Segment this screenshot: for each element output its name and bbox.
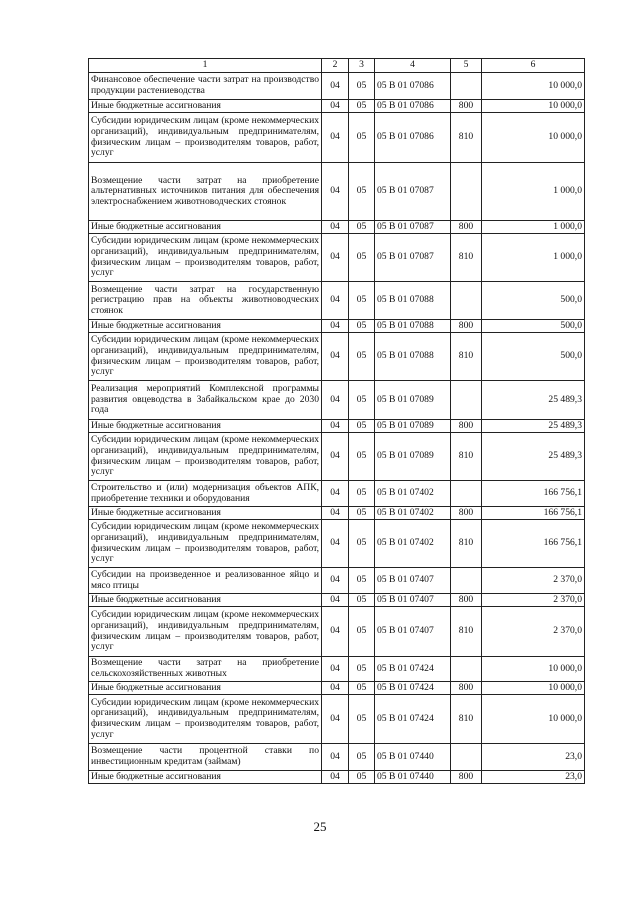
table-row bbox=[89, 568, 585, 594]
row-target-article-cell: 05 В 01 07086 bbox=[375, 113, 451, 163]
table-row bbox=[89, 433, 585, 481]
row-name-cell: Иные бюджетные ассигнования bbox=[89, 100, 322, 113]
table-row bbox=[89, 234, 585, 282]
row-subsection-cell: 05 bbox=[349, 507, 375, 520]
row-expense-type-cell: 810 bbox=[451, 607, 482, 657]
row-target-article-cell: 05 В 01 07440 bbox=[375, 744, 451, 771]
row-subsection-cell: 05 bbox=[349, 100, 375, 113]
row-subsection-cell: 05 bbox=[349, 481, 375, 507]
row-amount-cell: 2 370,0 bbox=[482, 607, 585, 657]
row-amount-cell: 1 000,0 bbox=[482, 163, 585, 221]
header-col-2: 2 bbox=[322, 59, 349, 73]
table-header-row bbox=[89, 59, 585, 73]
row-name-cell: Реализация мероприятий Комплексной программы развития овцеводства в Забайкальском крае до 2030 года bbox=[89, 381, 322, 420]
row-expense-type-cell bbox=[451, 568, 482, 594]
table-row bbox=[89, 594, 585, 607]
row-section-cell: 04 bbox=[322, 744, 349, 771]
row-expense-type-cell: 810 bbox=[451, 113, 482, 163]
row-expense-type-cell bbox=[451, 381, 482, 420]
row-target-article-cell: 05 В 01 07089 bbox=[375, 381, 451, 420]
row-name-cell: Возмещение части затрат на приобретение сельскохозяйственных животных bbox=[89, 657, 322, 682]
row-subsection-cell: 05 bbox=[349, 73, 375, 100]
budget-table bbox=[88, 58, 585, 784]
row-expense-type-cell bbox=[451, 744, 482, 771]
row-subsection-cell: 05 bbox=[349, 568, 375, 594]
row-subsection-cell: 05 bbox=[349, 520, 375, 568]
row-section-cell: 04 bbox=[322, 73, 349, 100]
row-amount-cell: 1 000,0 bbox=[482, 221, 585, 234]
row-amount-cell: 25 489,3 bbox=[482, 420, 585, 433]
row-amount-cell: 166 756,1 bbox=[482, 507, 585, 520]
row-target-article-cell: 05 В 01 07424 bbox=[375, 682, 451, 695]
row-name-cell: Иные бюджетные ассигнования bbox=[89, 320, 322, 333]
row-subsection-cell: 05 bbox=[349, 594, 375, 607]
header-col-4: 4 bbox=[375, 59, 451, 73]
row-section-cell: 04 bbox=[322, 333, 349, 381]
row-amount-cell: 2 370,0 bbox=[482, 568, 585, 594]
row-section-cell: 04 bbox=[322, 234, 349, 282]
row-subsection-cell: 05 bbox=[349, 234, 375, 282]
row-name-cell: Субсидии юридическим лицам (кроме некоммерческих организаций), индивидуальным предпринимателям, физическим лицам – производителям товаров, работ, услуг bbox=[89, 520, 322, 568]
table-row bbox=[89, 657, 585, 682]
row-target-article-cell: 05 В 01 07424 bbox=[375, 695, 451, 744]
row-amount-cell: 166 756,1 bbox=[482, 520, 585, 568]
row-name-cell: Субсидии юридическим лицам (кроме некоммерческих организаций), индивидуальным предпринимателям, физическим лицам – производителям товаров, работ, услуг bbox=[89, 234, 322, 282]
row-subsection-cell: 05 bbox=[349, 420, 375, 433]
row-amount-cell: 166 756,1 bbox=[482, 481, 585, 507]
row-target-article-cell: 05 В 01 07088 bbox=[375, 282, 451, 320]
row-name-cell: Возмещение части процентной ставки по инвестиционным кредитам (займам) bbox=[89, 744, 322, 771]
row-amount-cell: 1 000,0 bbox=[482, 234, 585, 282]
row-expense-type-cell bbox=[451, 163, 482, 221]
row-target-article-cell: 05 В 01 07086 bbox=[375, 73, 451, 100]
row-expense-type-cell: 800 bbox=[451, 320, 482, 333]
table-row bbox=[89, 221, 585, 234]
row-section-cell: 04 bbox=[322, 282, 349, 320]
row-target-article-cell: 05 В 01 07440 bbox=[375, 771, 451, 784]
row-subsection-cell: 05 bbox=[349, 381, 375, 420]
row-name-cell: Строительство и (или) модернизация объектов АПК, приобретение техники и оборудования bbox=[89, 481, 322, 507]
row-section-cell: 04 bbox=[322, 381, 349, 420]
table-row bbox=[89, 333, 585, 381]
row-target-article-cell: 05 В 01 07402 bbox=[375, 520, 451, 568]
row-name-cell: Субсидии юридическим лицам (кроме некоммерческих организаций), индивидуальным предпринимателям, физическим лицам – производителям товаров, работ, услуг bbox=[89, 113, 322, 163]
row-subsection-cell: 05 bbox=[349, 282, 375, 320]
row-expense-type-cell: 810 bbox=[451, 695, 482, 744]
table-row bbox=[89, 381, 585, 420]
row-name-cell: Субсидии юридическим лицам (кроме некоммерческих организаций), индивидуальным предпринимателям, физическим лицам – производителям товаров, работ, услуг bbox=[89, 433, 322, 481]
table-row bbox=[89, 163, 585, 221]
row-name-cell: Иные бюджетные ассигнования bbox=[89, 594, 322, 607]
row-target-article-cell: 05 В 01 07086 bbox=[375, 100, 451, 113]
table-body bbox=[89, 73, 585, 784]
row-name-cell: Возмещение части затрат на государственную регистрацию прав на объекты животноводческих стоянок bbox=[89, 282, 322, 320]
row-target-article-cell: 05 В 01 07089 bbox=[375, 433, 451, 481]
header-col-6: 6 bbox=[482, 59, 585, 73]
table-row bbox=[89, 100, 585, 113]
table-row bbox=[89, 320, 585, 333]
row-subsection-cell: 05 bbox=[349, 657, 375, 682]
row-section-cell: 04 bbox=[322, 682, 349, 695]
row-subsection-cell: 05 bbox=[349, 320, 375, 333]
row-name-cell: Финансовое обеспечение части затрат на производство продукции растениеводства bbox=[89, 73, 322, 100]
row-target-article-cell: 05 В 01 07087 bbox=[375, 234, 451, 282]
row-amount-cell: 25 489,3 bbox=[482, 381, 585, 420]
row-subsection-cell: 05 bbox=[349, 433, 375, 481]
row-expense-type-cell bbox=[451, 657, 482, 682]
row-name-cell: Иные бюджетные ассигнования bbox=[89, 682, 322, 695]
row-amount-cell: 10 000,0 bbox=[482, 657, 585, 682]
table-row bbox=[89, 507, 585, 520]
row-amount-cell: 500,0 bbox=[482, 282, 585, 320]
row-name-cell: Субсидии юридическим лицам (кроме некоммерческих организаций), индивидуальным предпринимателям, физическим лицам – производителям товаров, работ, услуг bbox=[89, 607, 322, 657]
row-name-cell: Иные бюджетные ассигнования bbox=[89, 507, 322, 520]
row-subsection-cell: 05 bbox=[349, 771, 375, 784]
row-target-article-cell: 05 В 01 07424 bbox=[375, 657, 451, 682]
row-target-article-cell: 05 В 01 07402 bbox=[375, 507, 451, 520]
row-section-cell: 04 bbox=[322, 695, 349, 744]
row-subsection-cell: 05 bbox=[349, 163, 375, 221]
row-amount-cell: 10 000,0 bbox=[482, 100, 585, 113]
row-amount-cell: 10 000,0 bbox=[482, 113, 585, 163]
row-section-cell: 04 bbox=[322, 520, 349, 568]
row-subsection-cell: 05 bbox=[349, 221, 375, 234]
row-expense-type-cell bbox=[451, 481, 482, 507]
table-row bbox=[89, 113, 585, 163]
row-expense-type-cell: 800 bbox=[451, 682, 482, 695]
row-section-cell: 04 bbox=[322, 594, 349, 607]
table-row bbox=[89, 481, 585, 507]
table-row bbox=[89, 520, 585, 568]
row-target-article-cell: 05 В 01 07407 bbox=[375, 594, 451, 607]
row-target-article-cell: 05 В 01 07402 bbox=[375, 481, 451, 507]
row-subsection-cell: 05 bbox=[349, 607, 375, 657]
row-section-cell: 04 bbox=[322, 163, 349, 221]
table-row bbox=[89, 607, 585, 657]
row-section-cell: 04 bbox=[322, 100, 349, 113]
table-row bbox=[89, 771, 585, 784]
row-section-cell: 04 bbox=[322, 481, 349, 507]
row-expense-type-cell: 800 bbox=[451, 594, 482, 607]
row-target-article-cell: 05 В 01 07087 bbox=[375, 221, 451, 234]
row-expense-type-cell bbox=[451, 282, 482, 320]
row-subsection-cell: 05 bbox=[349, 333, 375, 381]
row-name-cell: Субсидии юридическим лицам (кроме некоммерческих организаций), индивидуальным предпринимателям, физическим лицам – производителям товаров, работ, услуг bbox=[89, 695, 322, 744]
row-expense-type-cell: 810 bbox=[451, 433, 482, 481]
row-name-cell: Иные бюджетные ассигнования bbox=[89, 221, 322, 234]
row-amount-cell: 10 000,0 bbox=[482, 695, 585, 744]
row-section-cell: 04 bbox=[322, 657, 349, 682]
row-target-article-cell: 05 В 01 07087 bbox=[375, 163, 451, 221]
row-target-article-cell: 05 В 01 07407 bbox=[375, 607, 451, 657]
row-section-cell: 04 bbox=[322, 320, 349, 333]
row-amount-cell: 500,0 bbox=[482, 333, 585, 381]
row-amount-cell: 25 489,3 bbox=[482, 433, 585, 481]
table-row bbox=[89, 744, 585, 771]
row-amount-cell: 23,0 bbox=[482, 771, 585, 784]
row-target-article-cell: 05 В 01 07088 bbox=[375, 320, 451, 333]
row-section-cell: 04 bbox=[322, 607, 349, 657]
row-subsection-cell: 05 bbox=[349, 113, 375, 163]
row-name-cell: Субсидии на произведенное и реализованное яйцо и мясо птицы bbox=[89, 568, 322, 594]
row-name-cell: Иные бюджетные ассигнования bbox=[89, 420, 322, 433]
table-row bbox=[89, 73, 585, 100]
row-subsection-cell: 05 bbox=[349, 744, 375, 771]
row-amount-cell: 2 370,0 bbox=[482, 594, 585, 607]
row-target-article-cell: 05 В 01 07089 bbox=[375, 420, 451, 433]
row-expense-type-cell bbox=[451, 73, 482, 100]
page-number: 25 bbox=[313, 819, 327, 834]
table-row bbox=[89, 282, 585, 320]
row-amount-cell: 10 000,0 bbox=[482, 682, 585, 695]
header-col-3: 3 bbox=[349, 59, 375, 73]
row-expense-type-cell: 800 bbox=[451, 221, 482, 234]
row-name-cell: Субсидии юридическим лицам (кроме некоммерческих организаций), индивидуальным предпринимателям, физическим лицам – производителям товаров, работ, услуг bbox=[89, 333, 322, 381]
row-section-cell: 04 bbox=[322, 420, 349, 433]
row-expense-type-cell: 810 bbox=[451, 234, 482, 282]
row-target-article-cell: 05 В 01 07407 bbox=[375, 568, 451, 594]
row-subsection-cell: 05 bbox=[349, 682, 375, 695]
row-amount-cell: 500,0 bbox=[482, 320, 585, 333]
row-target-article-cell: 05 В 01 07088 bbox=[375, 333, 451, 381]
table-row bbox=[89, 695, 585, 744]
row-name-cell: Иные бюджетные ассигнования bbox=[89, 771, 322, 784]
row-expense-type-cell: 800 bbox=[451, 507, 482, 520]
row-section-cell: 04 bbox=[322, 433, 349, 481]
table-row bbox=[89, 420, 585, 433]
row-expense-type-cell: 800 bbox=[451, 420, 482, 433]
row-section-cell: 04 bbox=[322, 507, 349, 520]
row-expense-type-cell: 810 bbox=[451, 333, 482, 381]
row-amount-cell: 10 000,0 bbox=[482, 73, 585, 100]
header-col-5: 5 bbox=[451, 59, 482, 73]
row-section-cell: 04 bbox=[322, 221, 349, 234]
row-subsection-cell: 05 bbox=[349, 695, 375, 744]
row-amount-cell: 23,0 bbox=[482, 744, 585, 771]
header-col-1: 1 bbox=[89, 59, 322, 73]
row-expense-type-cell: 810 bbox=[451, 520, 482, 568]
row-section-cell: 04 bbox=[322, 113, 349, 163]
row-section-cell: 04 bbox=[322, 771, 349, 784]
row-section-cell: 04 bbox=[322, 568, 349, 594]
row-name-cell: Возмещение части затрат на приобретение альтернативных источников питания для обеспечения электроснабжением животноводческих стоянок bbox=[89, 163, 322, 221]
row-expense-type-cell: 800 bbox=[451, 100, 482, 113]
table-row bbox=[89, 682, 585, 695]
row-expense-type-cell: 800 bbox=[451, 771, 482, 784]
